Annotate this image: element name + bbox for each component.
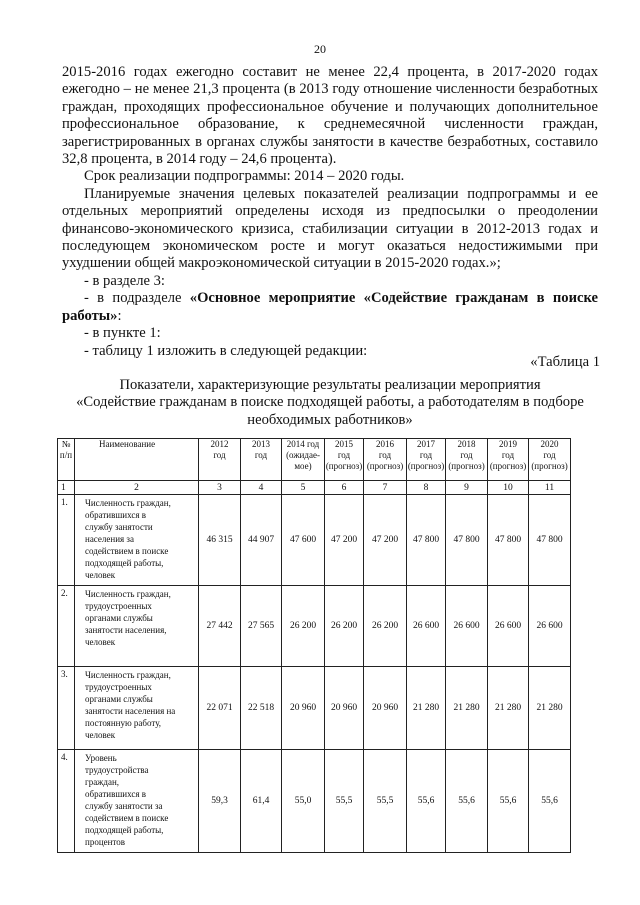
subsection-title: «Основное мероприятие «Содействие гражданам в поиске работы» bbox=[62, 290, 598, 324]
header-2014: 2014 год (ожидае- мое) bbox=[282, 439, 325, 481]
cell-value: 26 200 bbox=[282, 586, 325, 667]
cell-value: 47 800 bbox=[529, 495, 571, 586]
col-number: 3 bbox=[199, 481, 241, 495]
column-number-row bbox=[58, 481, 571, 495]
header-2017: 2017 год (прогноз) bbox=[407, 439, 446, 481]
col-number: 8 bbox=[407, 481, 446, 495]
header-2015: 2015 год (прогноз) bbox=[325, 439, 364, 481]
cell-value: 21 280 bbox=[529, 667, 571, 750]
table-row bbox=[58, 750, 571, 853]
table-row bbox=[58, 667, 571, 750]
header-2012: 2012 год bbox=[199, 439, 241, 481]
row-number: 2. bbox=[58, 586, 75, 667]
row-number: 4. bbox=[58, 750, 75, 853]
cell-value: 20 960 bbox=[364, 667, 407, 750]
table-title-line: «Содействие гражданам в поиске подходящей работы, а работодателям в подборе bbox=[76, 394, 584, 411]
row-label: Уровень трудоустройства граждан, обратившихся в службу занятости за содействием в поиске подходящей работы, процентов bbox=[75, 750, 199, 853]
cell-value: 27 565 bbox=[241, 586, 282, 667]
cell-value: 20 960 bbox=[282, 667, 325, 750]
cell-value: 27 442 bbox=[199, 586, 241, 667]
body-text bbox=[62, 64, 598, 360]
cell-value: 47 800 bbox=[446, 495, 488, 586]
paragraph-6: - в пункте 1: bbox=[84, 325, 161, 342]
cell-value: 26 600 bbox=[529, 586, 571, 667]
cell-value: 21 280 bbox=[407, 667, 446, 750]
subsection-suffix: : bbox=[117, 307, 122, 324]
paragraph-7: - таблицу 1 изложить в следующей редакции: bbox=[84, 342, 368, 359]
paragraph-5 bbox=[62, 290, 598, 325]
table-row bbox=[58, 586, 571, 667]
col-number: 7 bbox=[364, 481, 407, 495]
col-number: 1 bbox=[58, 481, 75, 495]
cell-value: 47 600 bbox=[282, 495, 325, 586]
cell-value: 26 600 bbox=[446, 586, 488, 667]
indicators-table bbox=[57, 438, 571, 853]
header-2020: 2020 год (прогноз) bbox=[529, 439, 571, 481]
row-label: Численность граждан, трудоустроенных органами службы занятости населения на постоянную работу, человек bbox=[75, 667, 199, 750]
row-number: 1. bbox=[58, 495, 75, 586]
table-title-line: Показатели, характеризующие результаты реализации мероприятия bbox=[119, 377, 541, 393]
cell-value: 26 200 bbox=[364, 586, 407, 667]
cell-value: 26 600 bbox=[407, 586, 446, 667]
cell-value: 47 800 bbox=[407, 495, 446, 586]
col-number: 11 bbox=[529, 481, 571, 495]
cell-value: 55,5 bbox=[364, 750, 407, 853]
page-number: 20 bbox=[314, 42, 326, 56]
cell-value: 55,6 bbox=[529, 750, 571, 853]
cell-value: 20 960 bbox=[325, 667, 364, 750]
cell-value: 44 907 bbox=[241, 495, 282, 586]
table-title bbox=[40, 377, 620, 429]
col-number: 2 bbox=[75, 481, 199, 495]
table-row bbox=[58, 495, 571, 586]
subsection-prefix: - в подразделе bbox=[84, 290, 190, 307]
header-num: № п/п bbox=[58, 439, 75, 481]
row-label: Численность граждан, трудоустроенных органами службы занятости населения, человек bbox=[75, 586, 199, 667]
cell-value: 47 200 bbox=[325, 495, 364, 586]
cell-value: 61,4 bbox=[241, 750, 282, 853]
cell-value: 26 200 bbox=[325, 586, 364, 667]
paragraph-4: - в разделе 3: bbox=[84, 272, 165, 289]
paragraph-2: Срок реализации подпрограммы: 2014 – 2020 годы. bbox=[84, 168, 405, 185]
cell-value: 55,6 bbox=[446, 750, 488, 853]
cell-value: 22 518 bbox=[241, 667, 282, 750]
col-number: 9 bbox=[446, 481, 488, 495]
header-name: Наименование bbox=[75, 439, 199, 481]
cell-value: 55,6 bbox=[488, 750, 529, 853]
cell-value: 21 280 bbox=[446, 667, 488, 750]
table-caption: «Таблица 1 bbox=[530, 354, 600, 370]
cell-value: 47 800 bbox=[488, 495, 529, 586]
paragraph-1: 2015-2016 годах ежегодно составит не менее 22,4 процента, в 2017-2020 годах ежегодно – не менее 21,3 процента (в 2013 году отношение численности безработных граждан, проходящих профессиональное обучение и получающих дополнительное профессиональное образование, к среднемесячной численности граждан, зарегистрированных в органах службы занятости в качестве безработных, составило 32,8 процента, в 2014 году – 24,6 процента). bbox=[62, 64, 598, 168]
cell-value: 59,3 bbox=[199, 750, 241, 853]
col-number: 10 bbox=[488, 481, 529, 495]
header-2016: 2016 год (прогноз) bbox=[364, 439, 407, 481]
cell-value: 46 315 bbox=[199, 495, 241, 586]
cell-value: 55,5 bbox=[325, 750, 364, 853]
col-number: 4 bbox=[241, 481, 282, 495]
cell-value: 55,0 bbox=[282, 750, 325, 853]
cell-value: 55,6 bbox=[407, 750, 446, 853]
row-number: 3. bbox=[58, 667, 75, 750]
cell-value: 21 280 bbox=[488, 667, 529, 750]
header-2018: 2018 год (прогноз) bbox=[446, 439, 488, 481]
cell-value: 47 200 bbox=[364, 495, 407, 586]
col-number: 5 bbox=[282, 481, 325, 495]
cell-value: 26 600 bbox=[488, 586, 529, 667]
table-title-line: необходимых работников» bbox=[247, 411, 413, 428]
table-header-row bbox=[58, 439, 571, 481]
row-label: Численность граждан, обратившихся в службу занятости населения за содействием в поиске подходящей работы, человек bbox=[75, 495, 199, 586]
col-number: 6 bbox=[325, 481, 364, 495]
header-2019: 2019 год (прогноз) bbox=[488, 439, 529, 481]
cell-value: 22 071 bbox=[199, 667, 241, 750]
header-2013: 2013 год bbox=[241, 439, 282, 481]
paragraph-3: Планируемые значения целевых показателей реализации подпрограммы и ее отдельных мероприятий определены исходя из предпосылки о преодолении финансово-экономического кризиса, стабилизации ситуации в 2012-2013 годах и последующем экономическом росте и могут оказаться недостижимыми при ухудшении общей макроэкономической ситуации в 2015-2020 годах.»; bbox=[62, 185, 598, 272]
